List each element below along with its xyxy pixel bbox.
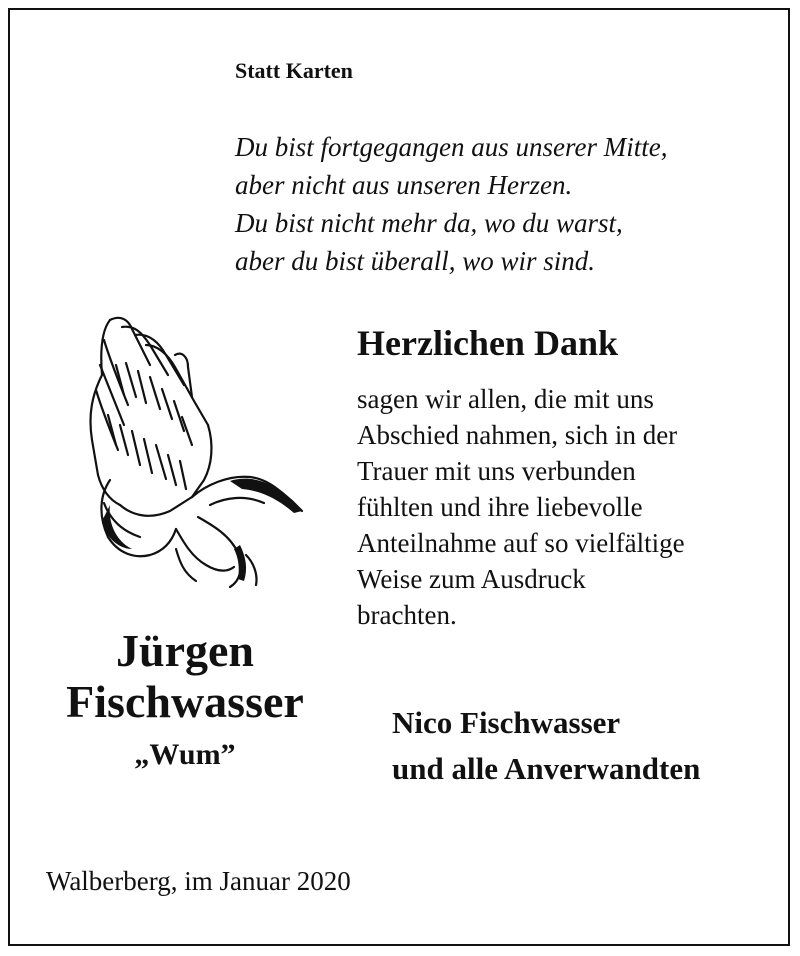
deceased-nickname: „Wum”: [134, 738, 236, 771]
poem-line: Du bist nicht mehr da, wo du warst,: [235, 208, 623, 238]
family-line: und alle Anverwandten: [392, 751, 701, 786]
family-signature: [392, 700, 700, 792]
deceased-name-block: [30, 626, 340, 780]
thanks-line: brachten.: [357, 600, 457, 630]
thanks-title: Herzlichen Dank: [357, 323, 618, 363]
thanks-line: Trauer mit uns verbunden: [357, 456, 636, 486]
deceased-first-name: Jürgen: [116, 625, 254, 676]
thanks-line: Anteilnahme auf so vielfältige: [357, 528, 685, 558]
thanks-text: [357, 381, 685, 633]
poem-line: aber nicht aus unseren Herzen.: [235, 170, 573, 200]
poem-line: aber du bist überall, wo wir sind.: [235, 246, 596, 276]
notice-header: Statt Karten: [235, 58, 353, 83]
thanks-line: Weise zum Ausdruck: [357, 564, 586, 594]
place-date: Walberberg, im Januar 2020: [46, 866, 351, 896]
thanks-line: Abschied nahmen, sich in der: [357, 420, 678, 450]
poem-line: Du bist fortgegangen aus unserer Mitte,: [235, 132, 668, 162]
thanks-line: fühlten und ihre liebevolle: [357, 492, 643, 522]
praying-hands-icon: [80, 305, 310, 595]
thanks-line: sagen wir allen, die mit uns: [357, 384, 654, 414]
deceased-last-name: Fischwasser: [66, 676, 304, 727]
family-line: Nico Fischwasser: [392, 705, 621, 740]
poem: [235, 128, 667, 280]
